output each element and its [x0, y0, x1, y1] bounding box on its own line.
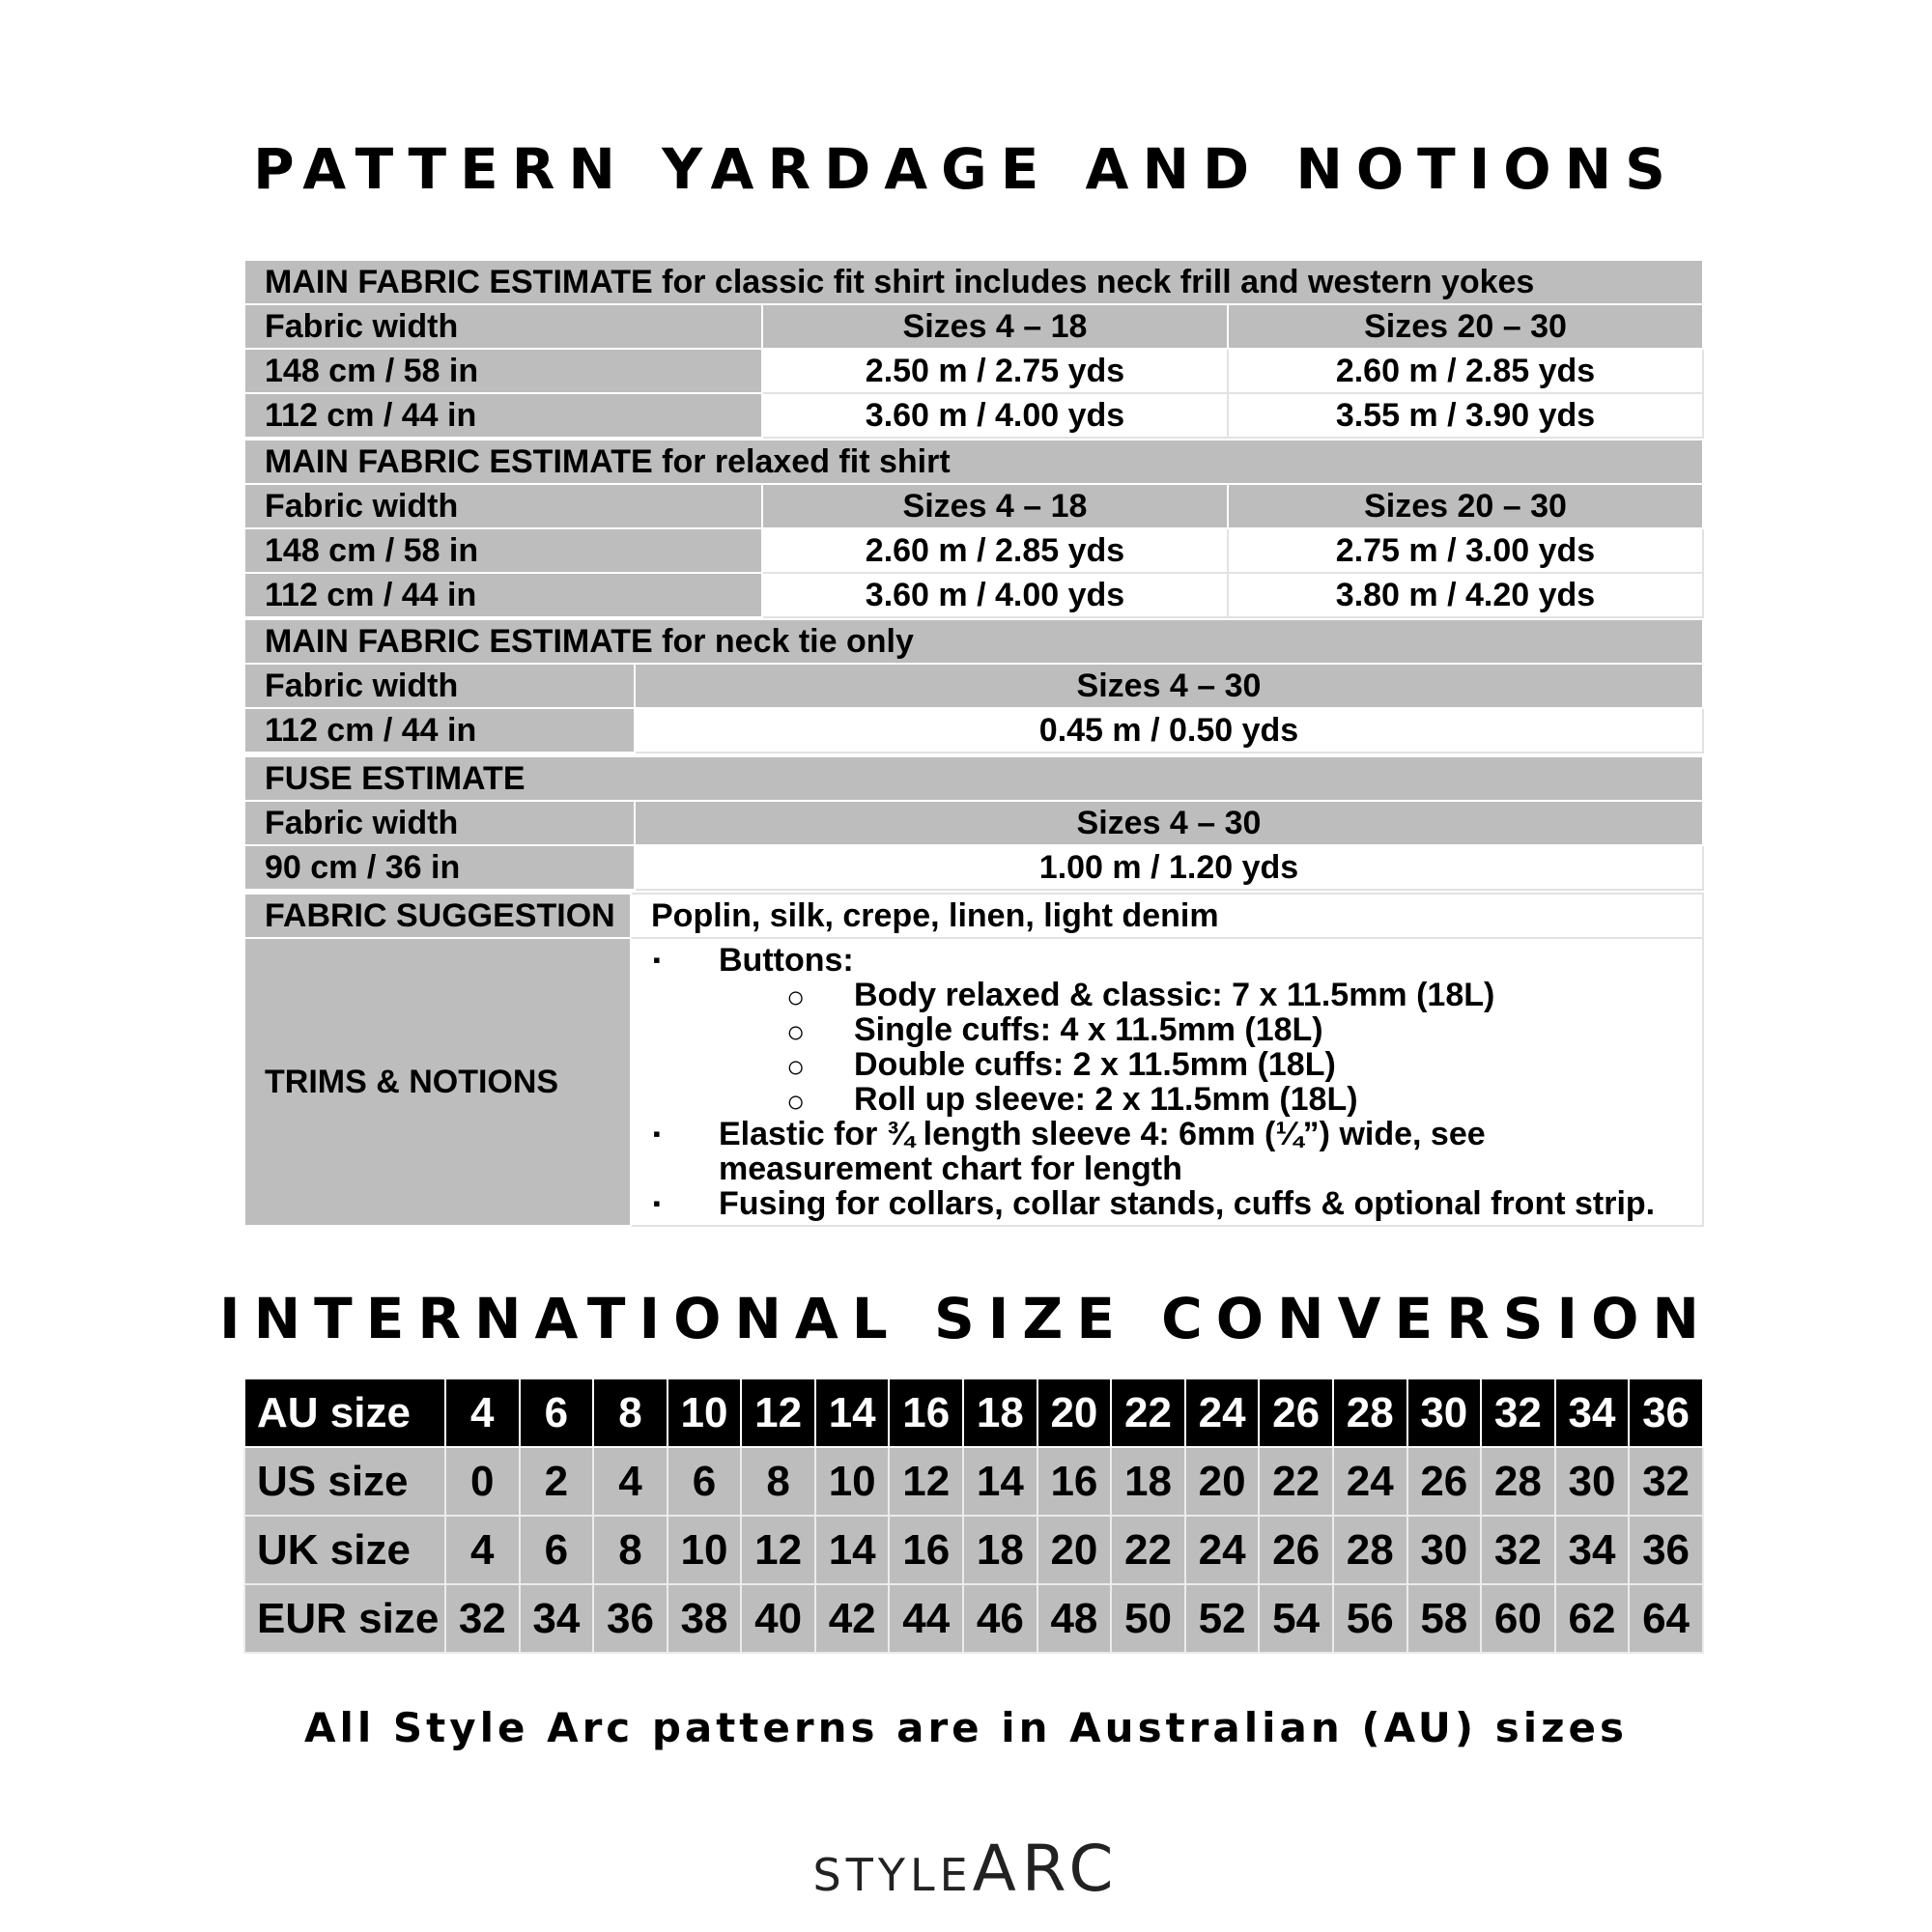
size-cell: 24 — [1333, 1447, 1407, 1516]
fabric-width-cell: 148 cm / 58 in — [244, 528, 762, 573]
fabric-width-cell: 112 cm / 44 in — [244, 573, 762, 617]
pattern-yardage-title: PATTERN YARDAGE AND NOTIONS — [253, 136, 1679, 202]
fabric-width-cell: 148 cm / 58 in — [244, 349, 762, 393]
list-item — [651, 1186, 1683, 1221]
size-cell: 22 — [1259, 1447, 1333, 1516]
table-row — [244, 1516, 1703, 1584]
buttons-label: Buttons: — [719, 942, 854, 979]
fabric-width-cell: 90 cm / 36 in — [244, 845, 635, 890]
size-cell: 32 — [445, 1584, 520, 1653]
size-cell: 24 — [1185, 1516, 1260, 1584]
button-spec: Body relaxed & classic: 7 x 11.5mm (18L) — [854, 977, 1495, 1013]
trims-notions-label: TRIMS & NOTIONS — [244, 938, 631, 1226]
size-cell: 48 — [1037, 1584, 1112, 1653]
table-caption: MAIN FABRIC ESTIMATE for relaxed fit shirt — [244, 440, 1703, 484]
elastic-spec: Elastic for ¾ length sleeve 4: 6mm (¼”) wide, see measurement chart for length — [719, 1116, 1486, 1187]
table-caption: MAIN FABRIC ESTIMATE for classic fit shirt includes neck frill and western yokes — [244, 260, 1703, 304]
column-header: Sizes 20 – 30 — [1228, 484, 1703, 528]
row-label: UK size — [244, 1516, 445, 1584]
table-header-row — [244, 484, 1703, 528]
table-caption-row — [244, 619, 1703, 664]
circle-bullet-icon: ○ — [786, 1049, 806, 1084]
size-cell: 42 — [815, 1584, 890, 1653]
size-cell: 28 — [1333, 1378, 1407, 1447]
fabric-width-cell: 112 cm / 44 in — [244, 393, 762, 438]
table-caption: MAIN FABRIC ESTIMATE for neck tie only — [244, 619, 1703, 664]
table-row — [244, 528, 1703, 573]
square-bullet-icon: ▪ — [653, 948, 661, 972]
size-cell: 36 — [1629, 1516, 1703, 1584]
column-header: Sizes 4 – 30 — [635, 664, 1703, 708]
logo-arc-text: ARC — [972, 1832, 1120, 1906]
column-header: Fabric width — [244, 664, 635, 708]
size-cell: 58 — [1407, 1584, 1482, 1653]
table-row — [244, 393, 1703, 438]
size-cell: 50 — [1111, 1584, 1185, 1653]
size-cell: 32 — [1481, 1378, 1555, 1447]
yardage-cell: 2.75 m / 3.00 yds — [1228, 528, 1703, 573]
circle-bullet-icon: ○ — [786, 980, 806, 1014]
size-cell: 26 — [1407, 1447, 1482, 1516]
classic-fit-estimate-table — [243, 259, 1704, 439]
table-row — [244, 573, 1703, 617]
size-cell: 0 — [445, 1447, 520, 1516]
button-spec: Roll up sleeve: 2 x 11.5mm (18L) — [854, 1081, 1358, 1118]
yardage-cell: 2.60 m / 2.85 yds — [1228, 349, 1703, 393]
list-item — [651, 1082, 1683, 1117]
table-row — [244, 349, 1703, 393]
fabric-width-cell: 112 cm / 44 in — [244, 708, 635, 753]
au-sizes-note: All Style Arc patterns are in Australian (AU) sizes — [303, 1704, 1629, 1751]
size-cell: 44 — [889, 1584, 963, 1653]
table-row — [244, 1447, 1703, 1516]
square-bullet-icon: ▪ — [653, 1122, 661, 1146]
size-cell: 38 — [668, 1584, 742, 1653]
table-header-row — [244, 664, 1703, 708]
fabric-suggestion-row — [244, 894, 1703, 938]
neck-tie-estimate-table — [243, 618, 1704, 753]
column-header: Sizes 4 – 18 — [762, 304, 1228, 349]
yardage-cell: 3.80 m / 4.20 yds — [1228, 573, 1703, 617]
table-row — [244, 845, 1703, 890]
au-size-header-row — [244, 1378, 1703, 1447]
size-cell: 28 — [1481, 1447, 1555, 1516]
row-label: US size — [244, 1447, 445, 1516]
size-cell: 8 — [741, 1447, 815, 1516]
list-item — [651, 1117, 1683, 1186]
table-row — [244, 708, 1703, 753]
square-bullet-icon: ▪ — [653, 1191, 661, 1215]
size-cell: 18 — [963, 1378, 1037, 1447]
fabric-suggestion-label: FABRIC SUGGESTION — [244, 894, 631, 938]
trims-row — [244, 938, 1703, 1226]
button-spec: Double cuffs: 2 x 11.5mm (18L) — [854, 1046, 1336, 1083]
table-header-row — [244, 801, 1703, 845]
size-cell: 2 — [520, 1447, 594, 1516]
fabric-suggestion-value: Poplin, silk, crepe, linen, light denim — [631, 894, 1703, 938]
size-cell: 8 — [593, 1378, 668, 1447]
size-conversion-title: INTERNATIONAL SIZE CONVERSION — [219, 1286, 1713, 1351]
size-cell: 46 — [963, 1584, 1037, 1653]
list-item — [651, 943, 1683, 978]
table-header-row — [244, 304, 1703, 349]
fuse-estimate-table — [243, 755, 1704, 891]
size-cell: 16 — [1037, 1447, 1112, 1516]
circle-bullet-icon: ○ — [786, 1014, 806, 1049]
size-cell: 16 — [889, 1378, 963, 1447]
size-cell: 20 — [1185, 1447, 1260, 1516]
size-cell: 30 — [1555, 1447, 1630, 1516]
size-cell: 60 — [1481, 1584, 1555, 1653]
yardage-cell: 3.60 m / 4.00 yds — [762, 393, 1228, 438]
column-header: Fabric width — [244, 304, 762, 349]
size-cell: 30 — [1407, 1516, 1482, 1584]
column-header: Sizes 4 – 18 — [762, 484, 1228, 528]
size-cell: 20 — [1037, 1516, 1112, 1584]
fabric-suggestion-trims-table — [243, 893, 1704, 1227]
yardage-cell: 2.50 m / 2.75 yds — [762, 349, 1228, 393]
table-caption-row — [244, 260, 1703, 304]
size-cell: 8 — [593, 1516, 668, 1584]
size-cell: 28 — [1333, 1516, 1407, 1584]
logo-style-text: STYLE — [812, 1849, 973, 1901]
size-cell: 18 — [1111, 1447, 1185, 1516]
size-cell: 16 — [889, 1516, 963, 1584]
size-cell: 62 — [1555, 1584, 1630, 1653]
size-cell: 4 — [445, 1378, 520, 1447]
circle-bullet-icon: ○ — [786, 1084, 806, 1119]
size-cell: 22 — [1111, 1378, 1185, 1447]
trims-notions-content — [631, 938, 1703, 1226]
size-cell: 26 — [1259, 1516, 1333, 1584]
fusing-spec: Fusing for collars, collar stands, cuffs & optional front strip. — [719, 1185, 1656, 1222]
size-cell: 34 — [1555, 1378, 1630, 1447]
size-cell: 54 — [1259, 1584, 1333, 1653]
row-label: EUR size — [244, 1584, 445, 1653]
style-arc-logo — [0, 1832, 1932, 1906]
list-item — [651, 1047, 1683, 1082]
size-cell: 36 — [593, 1584, 668, 1653]
table-row — [244, 1584, 1703, 1653]
table-caption-row — [244, 440, 1703, 484]
list-item — [651, 978, 1683, 1012]
size-cell: 12 — [741, 1516, 815, 1584]
size-cell: 32 — [1481, 1516, 1555, 1584]
column-header: Sizes 4 – 30 — [635, 801, 1703, 845]
column-header: Fabric width — [244, 484, 762, 528]
column-header: Sizes 20 – 30 — [1228, 304, 1703, 349]
size-cell: 40 — [741, 1584, 815, 1653]
size-cell: 12 — [741, 1378, 815, 1447]
row-label: AU size — [244, 1378, 445, 1447]
table-caption-row — [244, 756, 1703, 801]
size-cell: 22 — [1111, 1516, 1185, 1584]
size-cell: 56 — [1333, 1584, 1407, 1653]
size-cell: 18 — [963, 1516, 1037, 1584]
size-cell: 14 — [815, 1516, 890, 1584]
yardage-cell: 0.45 m / 0.50 yds — [635, 708, 1703, 753]
yardage-cell: 3.55 m / 3.90 yds — [1228, 393, 1703, 438]
size-cell: 20 — [1037, 1378, 1112, 1447]
yardage-cell: 3.60 m / 4.00 yds — [762, 573, 1228, 617]
size-cell: 10 — [815, 1447, 890, 1516]
button-spec: Single cuffs: 4 x 11.5mm (18L) — [854, 1011, 1323, 1048]
size-conversion-table — [243, 1378, 1704, 1654]
size-cell: 24 — [1185, 1378, 1260, 1447]
size-cell: 14 — [815, 1378, 890, 1447]
size-cell: 30 — [1407, 1378, 1482, 1447]
trims-list — [651, 939, 1683, 1221]
size-cell: 26 — [1259, 1378, 1333, 1447]
size-cell: 4 — [445, 1516, 520, 1584]
size-cell: 10 — [668, 1378, 742, 1447]
yardage-cell: 2.60 m / 2.85 yds — [762, 528, 1228, 573]
list-item — [651, 1012, 1683, 1047]
size-cell: 34 — [520, 1584, 594, 1653]
size-cell: 52 — [1185, 1584, 1260, 1653]
size-cell: 6 — [520, 1516, 594, 1584]
size-cell: 34 — [1555, 1516, 1630, 1584]
size-cell: 6 — [520, 1378, 594, 1447]
size-cell: 64 — [1629, 1584, 1703, 1653]
size-cell: 12 — [889, 1447, 963, 1516]
size-cell: 14 — [963, 1447, 1037, 1516]
yardage-cell: 1.00 m / 1.20 yds — [635, 845, 1703, 890]
size-cell: 10 — [668, 1516, 742, 1584]
size-cell: 36 — [1629, 1378, 1703, 1447]
size-cell: 6 — [668, 1447, 742, 1516]
size-cell: 32 — [1629, 1447, 1703, 1516]
size-cell: 4 — [593, 1447, 668, 1516]
column-header: Fabric width — [244, 801, 635, 845]
relaxed-fit-estimate-table — [243, 439, 1704, 618]
table-caption: FUSE ESTIMATE — [244, 756, 1703, 801]
